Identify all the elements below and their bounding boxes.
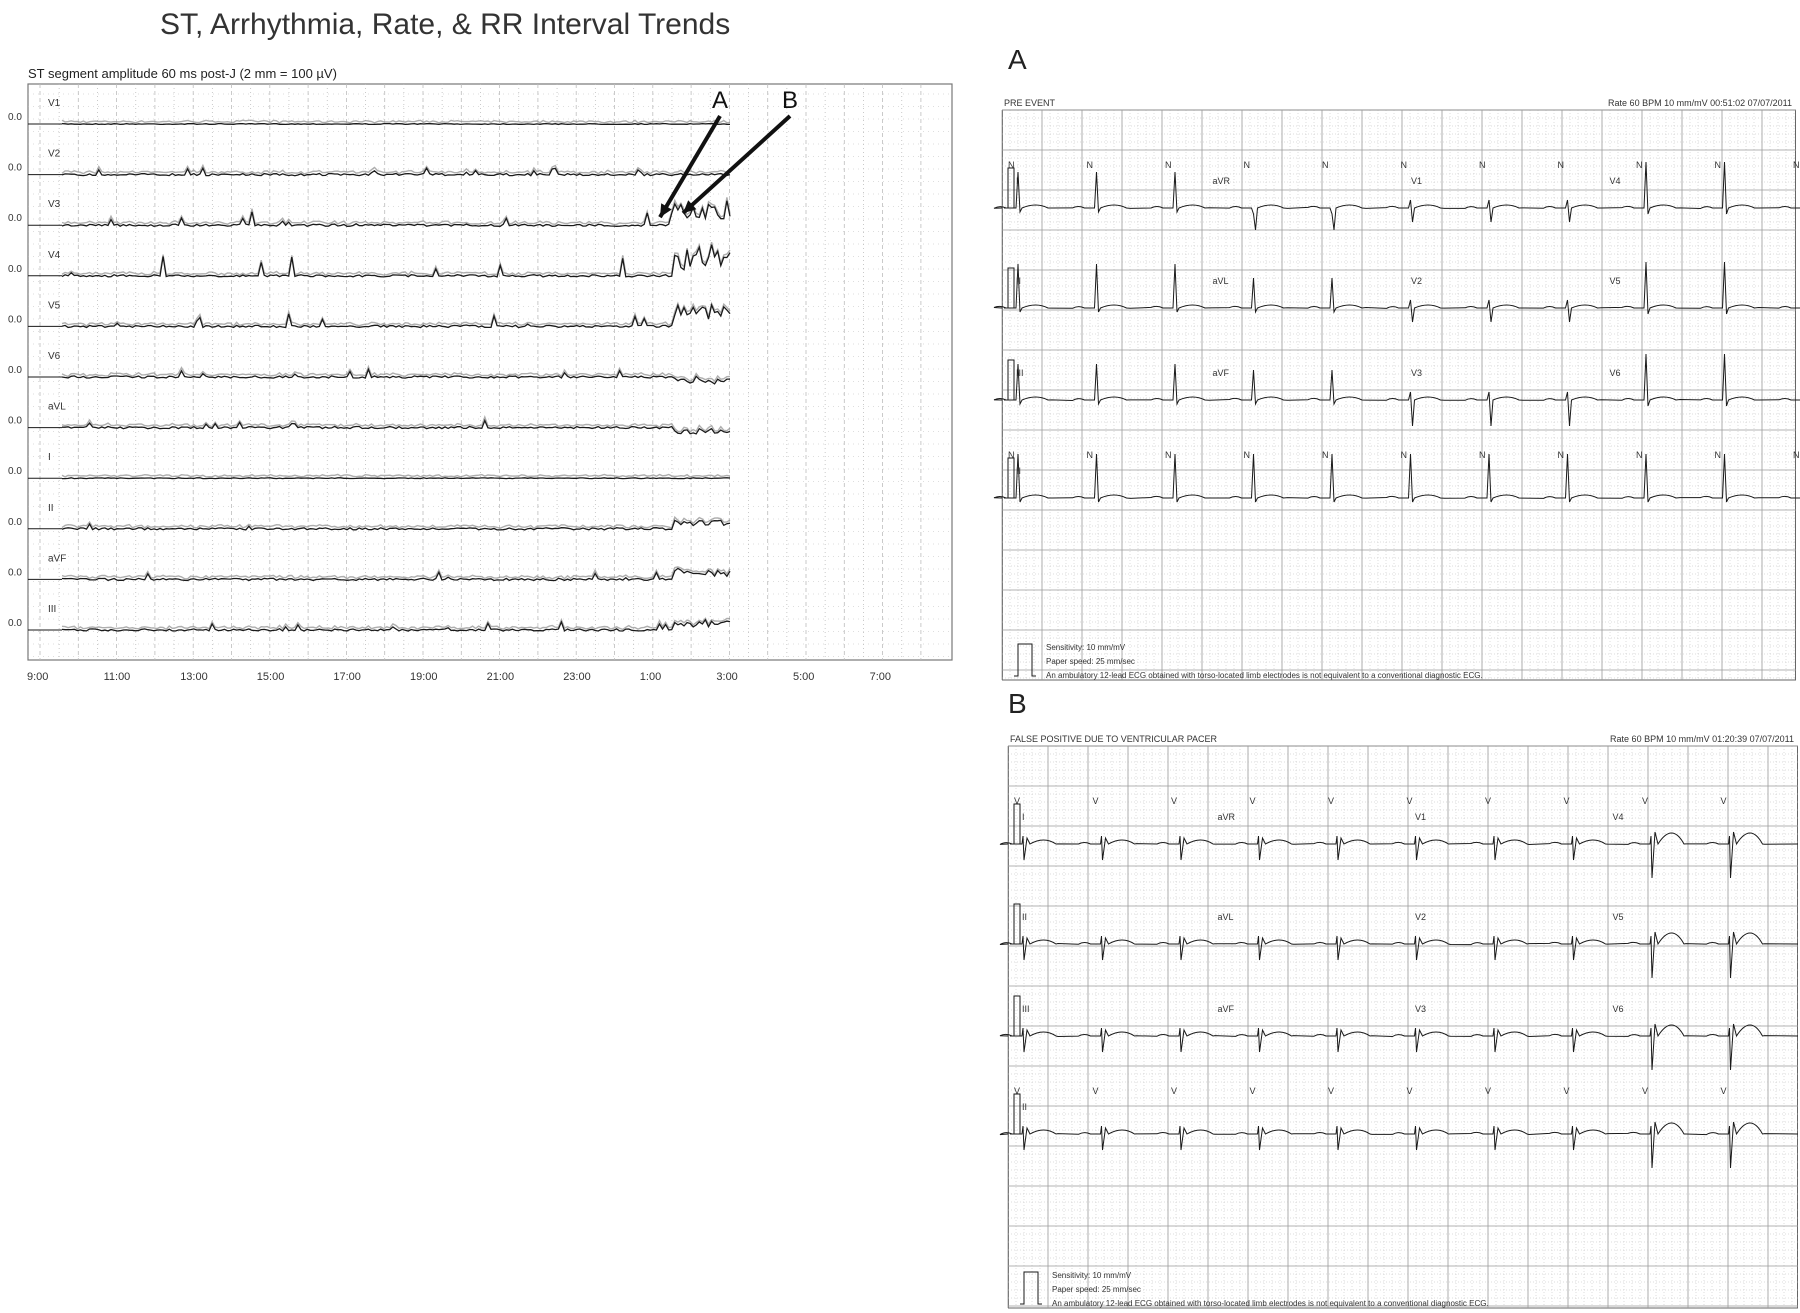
st-trend-band-aVF — [62, 567, 730, 579]
x-tick-label: 23:00 — [563, 671, 591, 683]
st-trend-line-aVL — [62, 421, 730, 434]
ecg-lead-label: V1 — [1415, 812, 1427, 822]
st-trend-band-V3 — [62, 197, 730, 224]
beat-mark: V — [1249, 1086, 1256, 1096]
beat-mark: N — [1086, 160, 1093, 170]
footer-sensitivity: Sensitivity: 10 mm/mV — [1046, 643, 1126, 652]
beat-mark: N — [1322, 160, 1329, 170]
baseline-label: 0.0 — [8, 466, 22, 478]
lead-label: I — [48, 452, 51, 464]
beat-mark: V — [1092, 1086, 1099, 1096]
page-title: ST, Arrhythmia, Rate, & RR Interval Trends — [160, 8, 731, 41]
beat-mark: N — [1322, 450, 1329, 460]
trend-frame — [28, 84, 952, 660]
beat-mark: V — [1563, 796, 1570, 806]
ecg-lead-label: I — [1022, 812, 1025, 822]
ecg-frame — [1003, 110, 1796, 680]
annotation-arrow-a — [660, 116, 720, 217]
footer-disclaimer: An ambulatory 12-lead ECG obtained with torso-located limb electrodes is not equivalent to a conventional diagnostic ECG. — [1046, 671, 1483, 680]
beat-mark: N — [1400, 450, 1407, 460]
lead-label: V1 — [48, 98, 61, 109]
ecg-lead-label: aVL — [1217, 912, 1234, 922]
beat-mark: V — [1406, 1086, 1413, 1096]
beat-mark: N — [1165, 450, 1172, 460]
st-trend-line-V6 — [62, 369, 730, 384]
ecg-lead-label: V4 — [1609, 176, 1621, 186]
ecg-lead-label: II — [1016, 466, 1022, 476]
beat-mark: N — [1008, 450, 1015, 460]
st-trend-band-aVL — [62, 417, 730, 432]
beat-mark: N — [1793, 160, 1800, 170]
beat-mark: N — [1165, 160, 1172, 170]
lead-label: V5 — [48, 300, 61, 312]
beat-mark: V — [1642, 796, 1649, 806]
annotation-label-b: B — [782, 87, 799, 114]
x-tick-label: 3:00 — [716, 671, 738, 683]
ecg-lead-label: V6 — [1612, 1004, 1624, 1014]
baseline-label: 0.0 — [8, 314, 22, 326]
ecg-lead-label: aVR — [1217, 812, 1236, 822]
lead-label: V2 — [48, 148, 61, 160]
ecg-lead-label: aVL — [1212, 276, 1229, 286]
ecg-lead-label: II — [1022, 1102, 1028, 1112]
st-trend-band-I — [62, 474, 730, 477]
ecg-lead-label: aVF — [1217, 1004, 1235, 1014]
lead-label: II — [48, 502, 54, 514]
trend-subtitle: ST segment amplitude 60 ms post-J (2 mm = 100 µV) — [28, 66, 337, 81]
ecg-header-left: FALSE POSITIVE DUE TO VENTRICULAR PACER — [1010, 734, 1218, 744]
x-tick-label: 15:00 — [256, 671, 285, 683]
baseline-label: 0.0 — [8, 112, 22, 123]
ecg-lead-label: V1 — [1411, 176, 1423, 186]
x-tick-label: 13:00 — [180, 671, 208, 683]
st-trend-band-V6 — [62, 367, 730, 382]
beat-mark: N — [1636, 450, 1643, 460]
lead-label: V3 — [48, 199, 61, 211]
beat-mark: V — [1092, 796, 1099, 806]
beat-mark: V — [1720, 1086, 1727, 1096]
beat-mark: N — [1243, 160, 1250, 170]
beat-mark: V — [1642, 1086, 1649, 1096]
ecg-panel-a — [1002, 96, 1800, 684]
beat-mark: N — [1636, 160, 1643, 170]
baseline-label: 0.0 — [8, 213, 22, 225]
footer-paper-speed: Paper speed: 25 mm/sec — [1046, 657, 1135, 666]
st-trend-line-I — [62, 478, 730, 479]
annotation-label-a: A — [712, 87, 729, 114]
panel-b-letter: B — [1008, 688, 1027, 719]
beat-mark: N — [1479, 450, 1486, 460]
st-trend-band-III — [62, 618, 730, 629]
lead-label: V4 — [48, 249, 61, 261]
beat-mark: V — [1171, 796, 1178, 806]
lead-label: aVF — [48, 553, 67, 565]
beat-mark: N — [1714, 160, 1721, 170]
ecg-lead-label: II — [1016, 276, 1022, 286]
ecg-header-right: Rate 60 BPM 10 mm/mV 01:20:39 07/07/2011 — [1610, 734, 1794, 744]
lead-label: V6 — [48, 351, 61, 362]
beat-mark: V — [1328, 796, 1335, 806]
ecg-lead-label: V3 — [1411, 368, 1423, 378]
beat-mark: V — [1485, 1086, 1492, 1096]
ecg-lead-label: aVF — [1212, 368, 1230, 378]
st-trend-band-V5 — [62, 304, 730, 326]
baseline-label: 0.0 — [8, 567, 22, 579]
beat-mark: N — [1243, 450, 1250, 460]
st-trend-band-II — [62, 517, 730, 528]
beat-mark: N — [1557, 450, 1564, 460]
st-trend-band-V1 — [62, 120, 730, 123]
footer-disclaimer: An ambulatory 12-lead ECG obtained with torso-located limb electrodes is not equivalent to a conventional diagnostic ECG. — [1052, 1299, 1489, 1308]
beat-mark: V — [1014, 796, 1021, 806]
ecg-frame — [1009, 746, 1798, 1308]
lead-label: aVL — [48, 401, 66, 413]
annotation-arrow-b — [683, 116, 790, 213]
ecg-lead-label: III — [1022, 1004, 1030, 1014]
ecg-lead-label: V4 — [1612, 812, 1624, 822]
st-trend-line-aVF — [62, 568, 730, 580]
ecg-lead-label: V5 — [1609, 276, 1621, 286]
baseline-label: 0.0 — [8, 263, 22, 275]
beat-mark: N — [1400, 160, 1407, 170]
ecg-lead-label: V5 — [1612, 912, 1624, 922]
baseline-label: 0.0 — [8, 516, 22, 528]
beat-mark: N — [1793, 450, 1800, 460]
beat-mark: N — [1557, 160, 1564, 170]
st-trend-chart — [0, 80, 960, 700]
ecg-lead-label: V3 — [1415, 1004, 1427, 1014]
footer-paper-speed: Paper speed: 25 mm/sec — [1052, 1285, 1141, 1294]
st-trend-band-V2 — [62, 165, 730, 174]
x-tick-label: 17:00 — [333, 671, 361, 683]
beat-mark: V — [1563, 1086, 1570, 1096]
ecg-lead-label: V2 — [1411, 276, 1423, 286]
lead-label: III — [48, 604, 57, 615]
ecg-header-left: PRE EVENT — [1004, 98, 1056, 108]
beat-mark: N — [1008, 160, 1015, 170]
ecg-panel-b — [1008, 732, 1798, 1312]
x-tick-label: 21:00 — [486, 671, 515, 683]
ecg-lead-label: III — [1016, 368, 1024, 378]
beat-mark: N — [1714, 450, 1721, 460]
beat-mark: V — [1171, 1086, 1178, 1096]
ecg-header-right: Rate 60 BPM 10 mm/mV 00:51:02 07/07/2011 — [1608, 98, 1792, 108]
x-tick-label: 1:00 — [639, 671, 662, 683]
x-tick-label: 11:00 — [103, 671, 131, 683]
beat-mark: V — [1485, 796, 1492, 806]
x-tick-label: 9:00 — [27, 671, 49, 683]
ecg-lead-label: V6 — [1609, 368, 1621, 378]
beat-mark: V — [1720, 796, 1727, 806]
beat-mark: V — [1249, 796, 1256, 806]
panel-a-letter: A — [1008, 44, 1027, 75]
beat-mark: N — [1479, 160, 1486, 170]
baseline-label: 0.0 — [8, 618, 22, 629]
beat-mark: V — [1406, 796, 1413, 806]
ecg-lead-label: II — [1022, 912, 1028, 922]
ecg-lead-label: I — [1016, 176, 1019, 186]
baseline-label: 0.0 — [8, 415, 22, 427]
beat-mark: V — [1328, 1086, 1335, 1096]
baseline-label: 0.0 — [8, 365, 22, 376]
ecg-lead-label: V2 — [1415, 912, 1427, 922]
beat-mark: N — [1086, 450, 1093, 460]
st-trend-line-V1 — [62, 124, 730, 125]
beat-mark: V — [1014, 1086, 1021, 1096]
footer-sensitivity: Sensitivity: 10 mm/mV — [1052, 1271, 1132, 1280]
x-tick-label: 5:00 — [793, 671, 815, 683]
baseline-label: 0.0 — [8, 162, 22, 174]
x-tick-label: 19:00 — [410, 671, 438, 683]
x-tick-label: 7:00 — [869, 671, 892, 683]
ecg-lead-label: aVR — [1212, 176, 1231, 186]
